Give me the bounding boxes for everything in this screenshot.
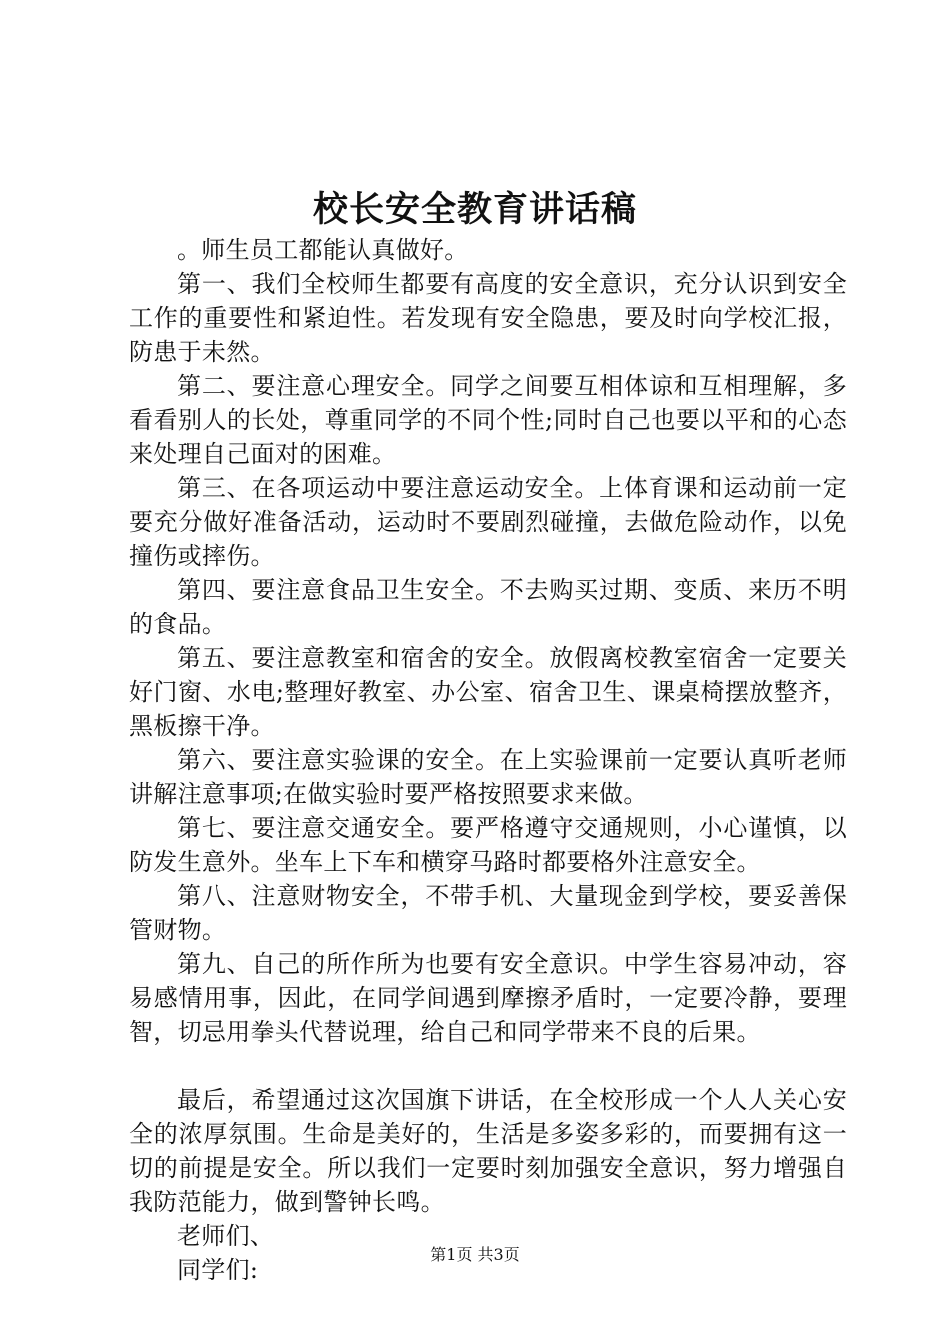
salutation-students: 同学们: (177, 1256, 259, 1284)
paragraph: 第九、自己的所作所为也要有安全意识。中学生容易冲动，容易感情用事，因此，在同学间遇到摩擦矛盾时，一定要冷静，要理智，切忌用拳头代替说理，给自己和同学带来不良的后果。 (129, 950, 847, 1046)
paragraph: 第六、要注意实验课的安全。在上实验课前一定要认真听老师讲解注意事项;在做实验时要严格按照要求来做。 (129, 746, 847, 808)
paragraph: 第三、在各项运动中要注意运动安全。上体育课和运动前一定要充分做好准备活动，运动时不要剧烈碰撞，去做危险动作，以免撞伤或摔伤。 (129, 474, 847, 570)
document-title: 校长安全教育讲话稿 (312, 189, 637, 230)
paragraph: 第一、我们全校师生都要有高度的安全意识，充分认识到安全工作的重要性和紧迫性。若发现有安全隐患，要及时向学校汇报，防患于未然。 (129, 270, 847, 366)
page-number-footer: 第1页 共3页 (430, 1245, 520, 1264)
paragraph: 第四、要注意食品卫生安全。不去购买过期、变质、来历不明的食品。 (129, 576, 847, 638)
paragraph: 第七、要注意交通安全。要严格遵守交通规则，小心谨慎，以防发生意外。坐车上下车和横穿马路时都要格外注意安全。 (129, 814, 847, 876)
paragraph: 第二、要注意心理安全。同学之间要互相体谅和互相理解，多看看别人的长处，尊重同学的不同个性;同时自己也要以平和的心态来处理自己面对的困难。 (129, 372, 847, 468)
paragraph: 第八、注意财物安全，不带手机、大量现金到学校，要妥善保管财物。 (129, 882, 847, 944)
closing-paragraph: 最后，希望通过这次国旗下讲话，在全校形成一个人人关心安全的浓厚氛围。生命是美好的，生活是多姿多彩的，而要拥有这一切的前提是安全。所以我们一定要时刻加强安全意识，努力增强自我防范能力，做到警钟长鸣。 (129, 1086, 847, 1216)
salutation-teachers: 老师们、 (177, 1222, 275, 1250)
paragraph: 。师生员工都能认真做好。 (177, 236, 469, 264)
paragraph-gap (129, 1049, 847, 1083)
document-body (129, 233, 847, 1287)
paragraph: 第五、要注意教室和宿舍的安全。放假离校教室宿舍一定要关好门窗、水电;整理好教室、办公室、宿舍卫生、课桌椅摆放整齐，黑板擦干净。 (129, 644, 847, 740)
